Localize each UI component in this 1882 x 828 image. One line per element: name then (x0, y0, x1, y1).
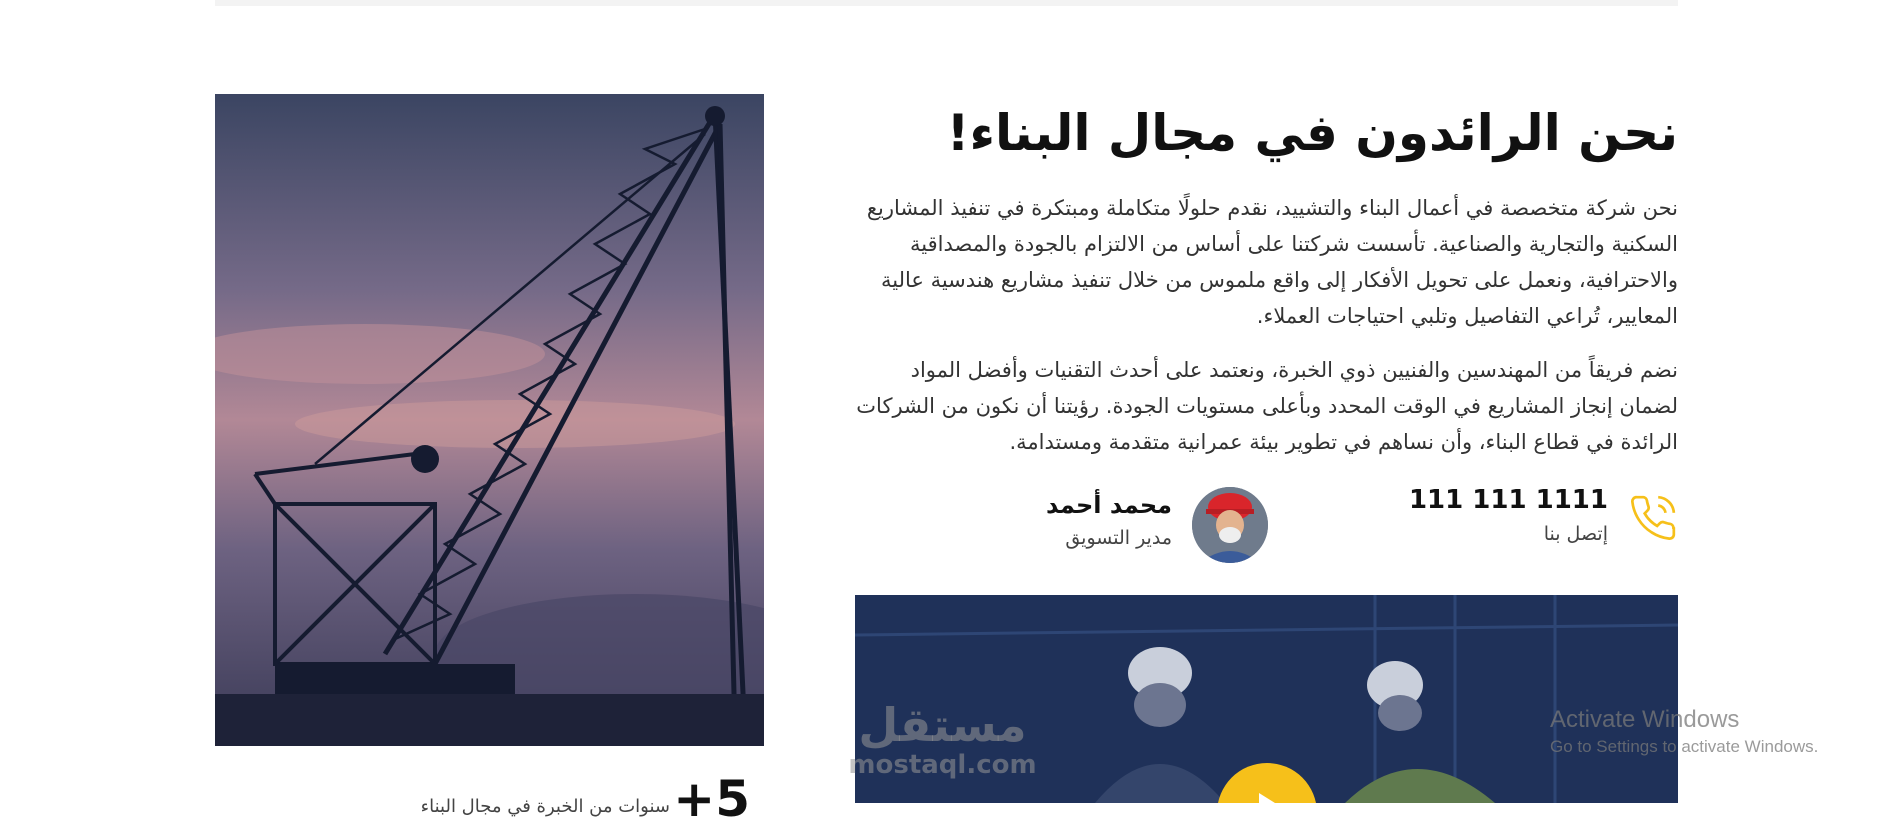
person-role: مدير التسويق (1065, 527, 1172, 549)
phone-label: إتصل بنا (1543, 523, 1608, 545)
phone-icon[interactable] (1628, 493, 1678, 543)
about-section (855, 100, 1678, 460)
person-name: محمد أحمد (1046, 491, 1172, 519)
person-avatar-icon (1192, 487, 1268, 563)
avatar (1192, 487, 1268, 563)
crane-image (215, 94, 764, 746)
contact-row (1046, 485, 1678, 565)
experience-stat (330, 770, 760, 828)
page-title: نحن الرائدون في مجال البناء! (946, 104, 1678, 162)
about-paragraph-1: نحن شركة متخصصة في أعمال البناء والتشييد، نقدم حلولًا متكاملة ومبتكرة في تنفيذ المشاريع السكنية والتجارية والصناعية. تأسست شركتنا على أساس من الالتزام بالجودة والمصداقية والاحترافية، ونعمل على تحويل الأفكار إلى واقع ملموس من خلال تنفيذ مشاريع هندسية عالية المعايير، تُراعي التفاصيل وتلبي احتياجات العملاء. (866, 196, 1678, 328)
watermark-arabic: مستقل (858, 698, 1027, 752)
watermark-latin: mostaql.com (848, 750, 1037, 780)
stat-text: سنوات من الخبرة في مجال البناء (420, 796, 670, 817)
crane-silhouette (215, 94, 764, 746)
phone-number[interactable]: 1111 111 111 (1408, 485, 1608, 515)
top-divider (215, 0, 1678, 6)
watermark (835, 700, 1050, 780)
activate-windows-notice (1550, 705, 1818, 759)
activate-windows-subtitle: Go to Settings to activate Windows. (1550, 737, 1819, 756)
stat-number: 5+ (673, 770, 750, 828)
about-paragraph-2: نضم فريقاً من المهندسين والفنيين ذوي الخبرة، ونعتمد على أحدث التقنيات وأفضل المواد لضمان إنجاز المشاريع في الوقت المحدد وبأعلى مستويات الجودة. رؤيتنا أن نكون من الشركات الرائدة في قطاع البناء، وأن نساهم في تطوير بيئة عمرانية متقدمة ومستدامة. (856, 358, 1678, 454)
activate-windows-title: Activate Windows (1550, 706, 1740, 733)
